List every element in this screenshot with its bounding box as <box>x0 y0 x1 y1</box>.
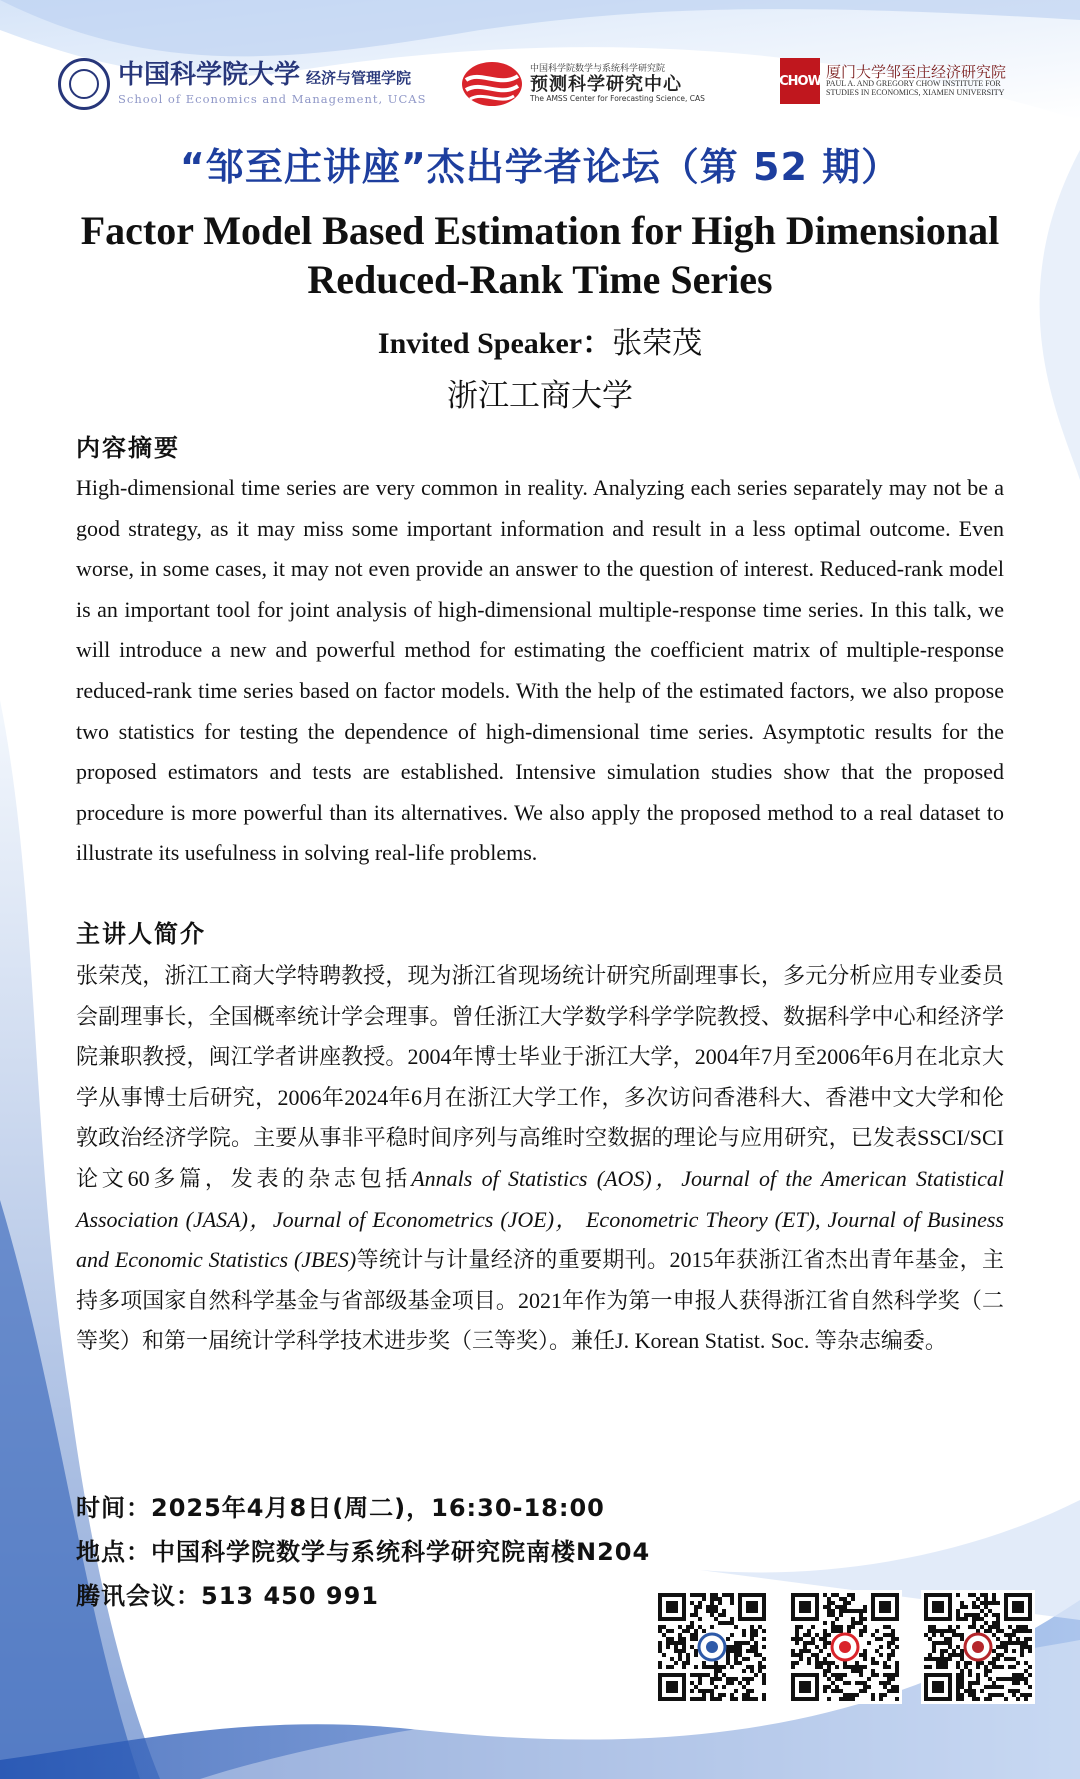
qr-code-ucas[interactable] <box>655 1590 769 1704</box>
qr-finder-pattern <box>871 1593 899 1621</box>
event-place: 地点：中国科学院数学与系统科学研究院南楼N204 <box>76 1538 651 1566</box>
ucas-logo <box>58 58 438 110</box>
ucas-name: 中国科学院大学 <box>118 60 301 91</box>
bio-text-part-1: 张荣茂，浙江工商大学特聘教授，现为浙江省现场统计研究所副理事长，多元分析应用专业委员会副理事长，全国概率统计学会理事。曾任浙江大学数学科学学院教授、数据科学中心和经济学院兼职教授，闽江学者讲座教授。2004年博士毕业于浙江大学，2004年7月至2006年6月在北京大学从事博士后研究，2006年2024年6月在浙江大学工作，多次访问香港科大、香港中文大学和伦敦政治经济学院。主要从事非平稳时间序列与高维时空数据的理论与应用研究，已发表SSCI/SCI论文60多篇，发表的杂志包括 <box>76 963 1004 1191</box>
qr-code-amss[interactable] <box>788 1590 902 1704</box>
bio-text <box>76 956 1004 1362</box>
header-logos <box>58 58 1022 128</box>
speaker-name: 张荣茂 <box>612 327 703 360</box>
bio-text-part-2: 等统计与计量经济的重要期刊。2015年获浙江省杰出青年基金，主持多项国家自然科学基金与省部级基金项目。2021年作为第一申报人获得浙江省自然科学奖（二等奖）和第一届统计学科学技术进步奖（三等奖）。兼任J. Korean Statist. Soc. 等杂志编委。 <box>76 1247 1004 1354</box>
speaker-affiliation: 浙江工商大学 <box>447 378 633 413</box>
speaker-label: Invited Speaker： <box>377 327 613 360</box>
qr-finder-pattern <box>924 1673 952 1701</box>
qr-code-icon <box>658 1593 766 1701</box>
qr-code-xmu[interactable] <box>921 1590 1035 1704</box>
event-time: 时间：2025年4月8日(周二)，16:30-18:00 <box>76 1494 605 1522</box>
abstract-heading: 内容摘要 <box>76 434 180 462</box>
qr-code-icon <box>924 1593 1032 1701</box>
talk-title-line-2: Reduced-Rank Time Series <box>307 257 773 302</box>
qr-finder-pattern <box>791 1593 819 1621</box>
ucas-school-name: 经济与管理学院 <box>306 69 412 88</box>
bio-heading: 主讲人简介 <box>76 920 206 948</box>
amss-center-name-en: The AMSS Center for Forecasting Science, CAS <box>530 94 705 104</box>
amss-center-name: 预测科学研究中心 <box>530 73 682 95</box>
qr-finder-pattern <box>1004 1593 1032 1621</box>
qr-code-icon <box>791 1593 899 1701</box>
series-title: “邹至庄讲座”杰出学者论坛（第 52 期） <box>179 145 901 189</box>
qr-finder-pattern <box>658 1673 686 1701</box>
ucas-seal-icon <box>58 58 110 110</box>
xmu-chow-logo <box>780 58 1080 104</box>
qr-finder-pattern <box>658 1593 686 1621</box>
amss-wave-icon <box>460 58 524 110</box>
speaker-line <box>0 318 1080 362</box>
talk-title <box>40 206 1040 304</box>
talk-title-line-1: Factor Model Based Estimation for High Dimensional <box>80 208 1000 253</box>
qr-finder-pattern <box>738 1593 766 1621</box>
qr-finder-pattern <box>924 1593 952 1621</box>
abstract-text: High-dimensional time series are very common in reality. Analyzing each series separately may not be a good strategy, as it may miss some important information and result in a less optimal outcome. Even worse, in some cases, it may not even provide an answer to the question of interest. Reduced-rank model is an important tool for joint analysis of high-dimensional multiple-response time series. In this talk, we will introduce a new and powerful method for estimating the coefficient matrix of multiple-response reduced-rank time series based on factor models. With the help of the estimated factors, we also propose two statistics for testing the dependence of high-dimensional time series. Asymptotic results for the proposed estimators and tests are established. Intensive simulation studies show that the proposed procedure is more powerful than its alternatives. We also apply the proposed method to a real dataset to illustrate its usefulness in solving real-life problems. <box>76 475 1004 866</box>
xmu-institute-name-en-2: STUDIES IN ECONOMICS, XIAMEN UNIVERSITY <box>826 88 1005 98</box>
ucas-school-name-en: School of Economics and Management, UCAS <box>118 92 427 107</box>
bio-journals: Annals of Statistics (AOS)，Journal of the American Statistical Association (JASA)，Journal of Econometrics (JOE)， Econometric Theory (ET), Journal of Business and Economic Statistics (JBES) <box>76 1165 1004 1273</box>
chow-logo-icon: CHOW <box>780 58 820 104</box>
amss-logo <box>460 58 790 110</box>
xmu-institute-name-en-1: PAUL A. AND GREGORY CHOW INSTITUTE FOR <box>826 79 1001 89</box>
qr-finder-pattern <box>791 1673 819 1701</box>
qr-code-group <box>655 1590 1035 1710</box>
event-meeting-id: 腾讯会议：513 450 991 <box>76 1582 380 1610</box>
xmu-institute-name: 厦门大学邹至庄经济研究院 <box>826 62 1007 81</box>
amss-institute-name: 中国科学院数学与系统科学研究院 <box>530 64 666 75</box>
